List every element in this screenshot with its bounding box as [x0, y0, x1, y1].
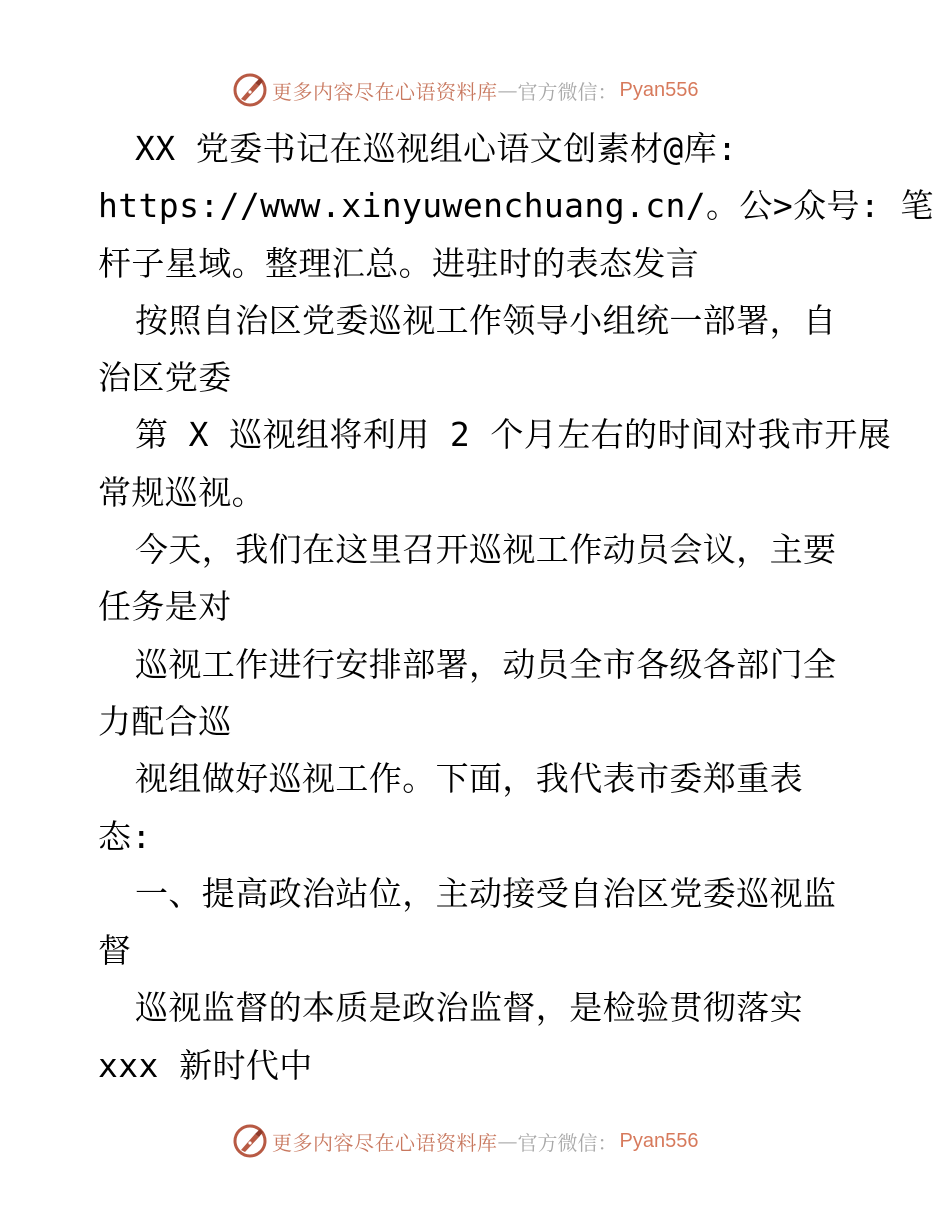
doc-line: 态:: [98, 816, 152, 856]
doc-line: https://www.xinyuwenchuang.cn/。公>众号: 笔: [98, 186, 934, 226]
doc-line: 按照自治区党委巡视工作领导小组统一部署，自: [135, 300, 837, 340]
doc-line: 巡视工作进行安排部署，动员全市各级各部门全: [135, 644, 837, 684]
doc-line: 一、提高政治站位，主动接受自治区党委巡视监: [135, 873, 837, 913]
doc-line: 巡视监督的本质是政治监督，是检验贯彻落实: [135, 988, 803, 1028]
fountain-pen-logo-icon: [232, 72, 268, 108]
doc-line: 常规巡视。: [98, 472, 265, 512]
doc-line: XX 党委书记在巡视组心语文创素材@库:: [135, 129, 738, 168]
banner-slogan: 更多内容尽在心语资料库: [272, 1130, 498, 1155]
banner-wechat-label: 官方微信：: [517, 1130, 618, 1155]
banner-dash: —: [497, 1129, 518, 1153]
banner-slogan: 更多内容尽在心语资料库: [272, 79, 498, 104]
doc-line: 视组做好巡视工作。下面，我代表市委郑重表: [135, 759, 803, 799]
footer-banner: [232, 1121, 732, 1161]
doc-line: 第 X 巡视组将利用 2 个月左右的时间对我市开展: [135, 415, 892, 455]
banner-wechat-id: Pyan556: [619, 1129, 699, 1152]
doc-line: 力配合巡: [98, 701, 232, 741]
banner-wechat-id: Pyan556: [619, 78, 699, 101]
fountain-pen-logo-icon: [232, 1123, 268, 1159]
doc-line: 今天，我们在这里召开巡视工作动员会议，主要: [135, 530, 837, 570]
doc-line: 治区党委: [98, 358, 232, 398]
doc-line: 督: [98, 931, 132, 971]
document-body: [98, 120, 934, 1094]
header-banner: [232, 70, 732, 110]
banner-dash: —: [497, 78, 518, 102]
doc-line: 杆子星域。整理汇总。进驻时的表态发言: [98, 243, 700, 283]
doc-line: xxx 新时代中: [98, 1045, 313, 1085]
doc-line: 任务是对: [98, 587, 232, 627]
banner-wechat-label: 官方微信：: [517, 79, 618, 104]
